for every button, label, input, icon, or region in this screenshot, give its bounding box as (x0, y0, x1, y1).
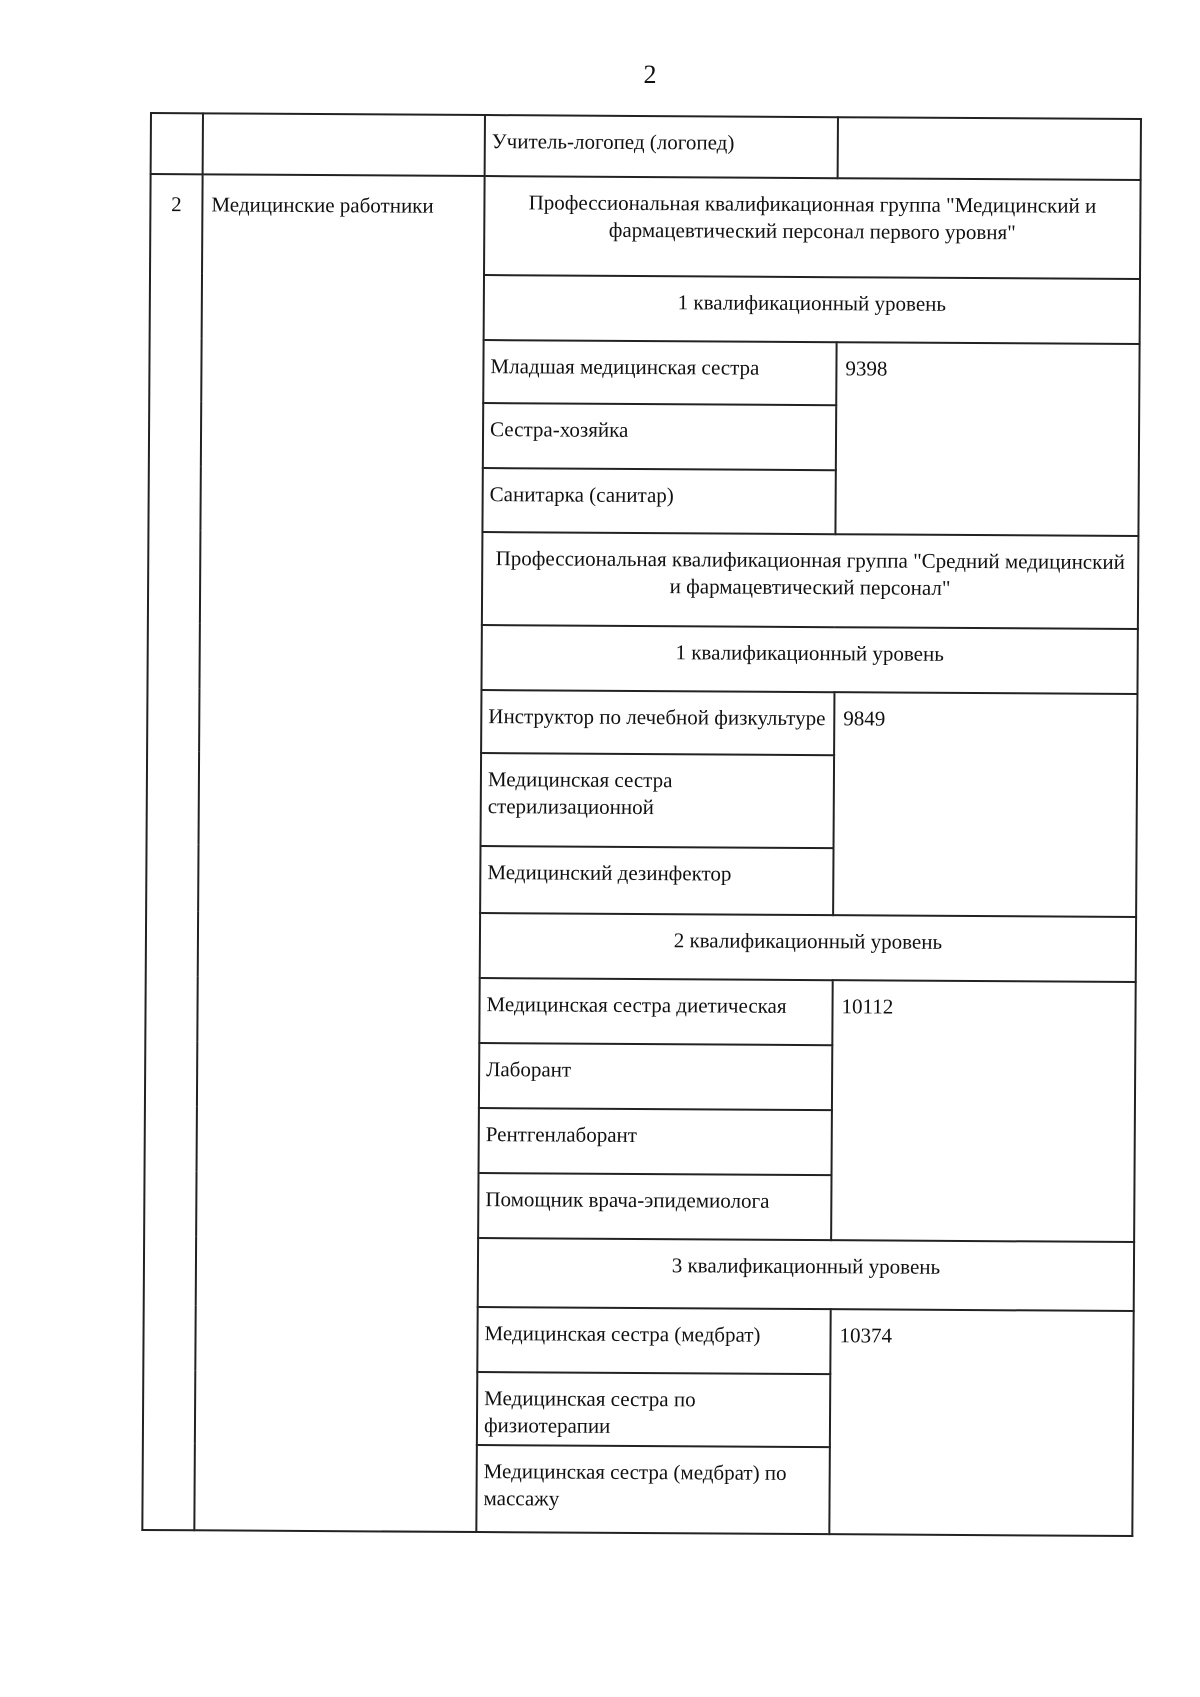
level-header: 1 квалификационный уровень (484, 275, 1140, 344)
salary-cell: 10112 (831, 980, 1136, 1241)
table-row (150, 174, 1141, 280)
position-cell: Лаборант (479, 1043, 832, 1110)
table-row (151, 113, 1141, 180)
group-title: Профессиональная квалификационная группа "Медицинский и фармацевтический персонал первого уровня" (484, 176, 1141, 280)
position-cell: Инструктор по лечебной физкультуре (481, 690, 834, 755)
salary-cell (838, 117, 1141, 179)
position-cell: Учитель-логопед (логопед) (485, 115, 838, 178)
position-cell: Медицинский дезинфектор (480, 846, 833, 915)
level-header: 2 квалификационный уровень (480, 913, 1136, 982)
position-cell: Санитарка (санитар) (482, 468, 835, 535)
position-cell: Сестра-хозяйка (483, 403, 836, 470)
section-number: 2 (142, 174, 202, 1531)
page-number: 2 (643, 60, 657, 89)
salary-table (141, 112, 1142, 1537)
number-cell-empty (151, 113, 203, 174)
level-header: 3 квалификационный уровень (478, 1238, 1134, 1311)
position-cell: Медицинская сестра диетическая (479, 978, 832, 1045)
position-cell: Рентгенлаборант (479, 1108, 832, 1175)
category-cell-empty (203, 113, 485, 175)
position-cell: Медицинская сестра по физиотерапии (477, 1372, 830, 1448)
position-cell: Медицинская сестра стерилизационной (481, 753, 835, 848)
group-title: Профессиональная квалификационная группа "Средний медицинский и фармацевтический персонал" (482, 533, 1139, 630)
salary-cell: 9398 (835, 342, 1139, 536)
position-cell: Младшая медицинская сестра (483, 340, 836, 405)
position-cell: Медицинская сестра (медбрат) (477, 1307, 830, 1374)
position-cell: Помощник врача-эпидемиолога (478, 1173, 831, 1240)
salary-cell: 10374 (829, 1309, 1133, 1536)
section-category: Медицинские работники (194, 174, 484, 1532)
position-cell: Медицинская сестра (медбрат) по массажу (476, 1445, 830, 1534)
salary-cell: 9849 (833, 693, 1137, 918)
level-header: 1 квалификационный уровень (481, 626, 1137, 695)
